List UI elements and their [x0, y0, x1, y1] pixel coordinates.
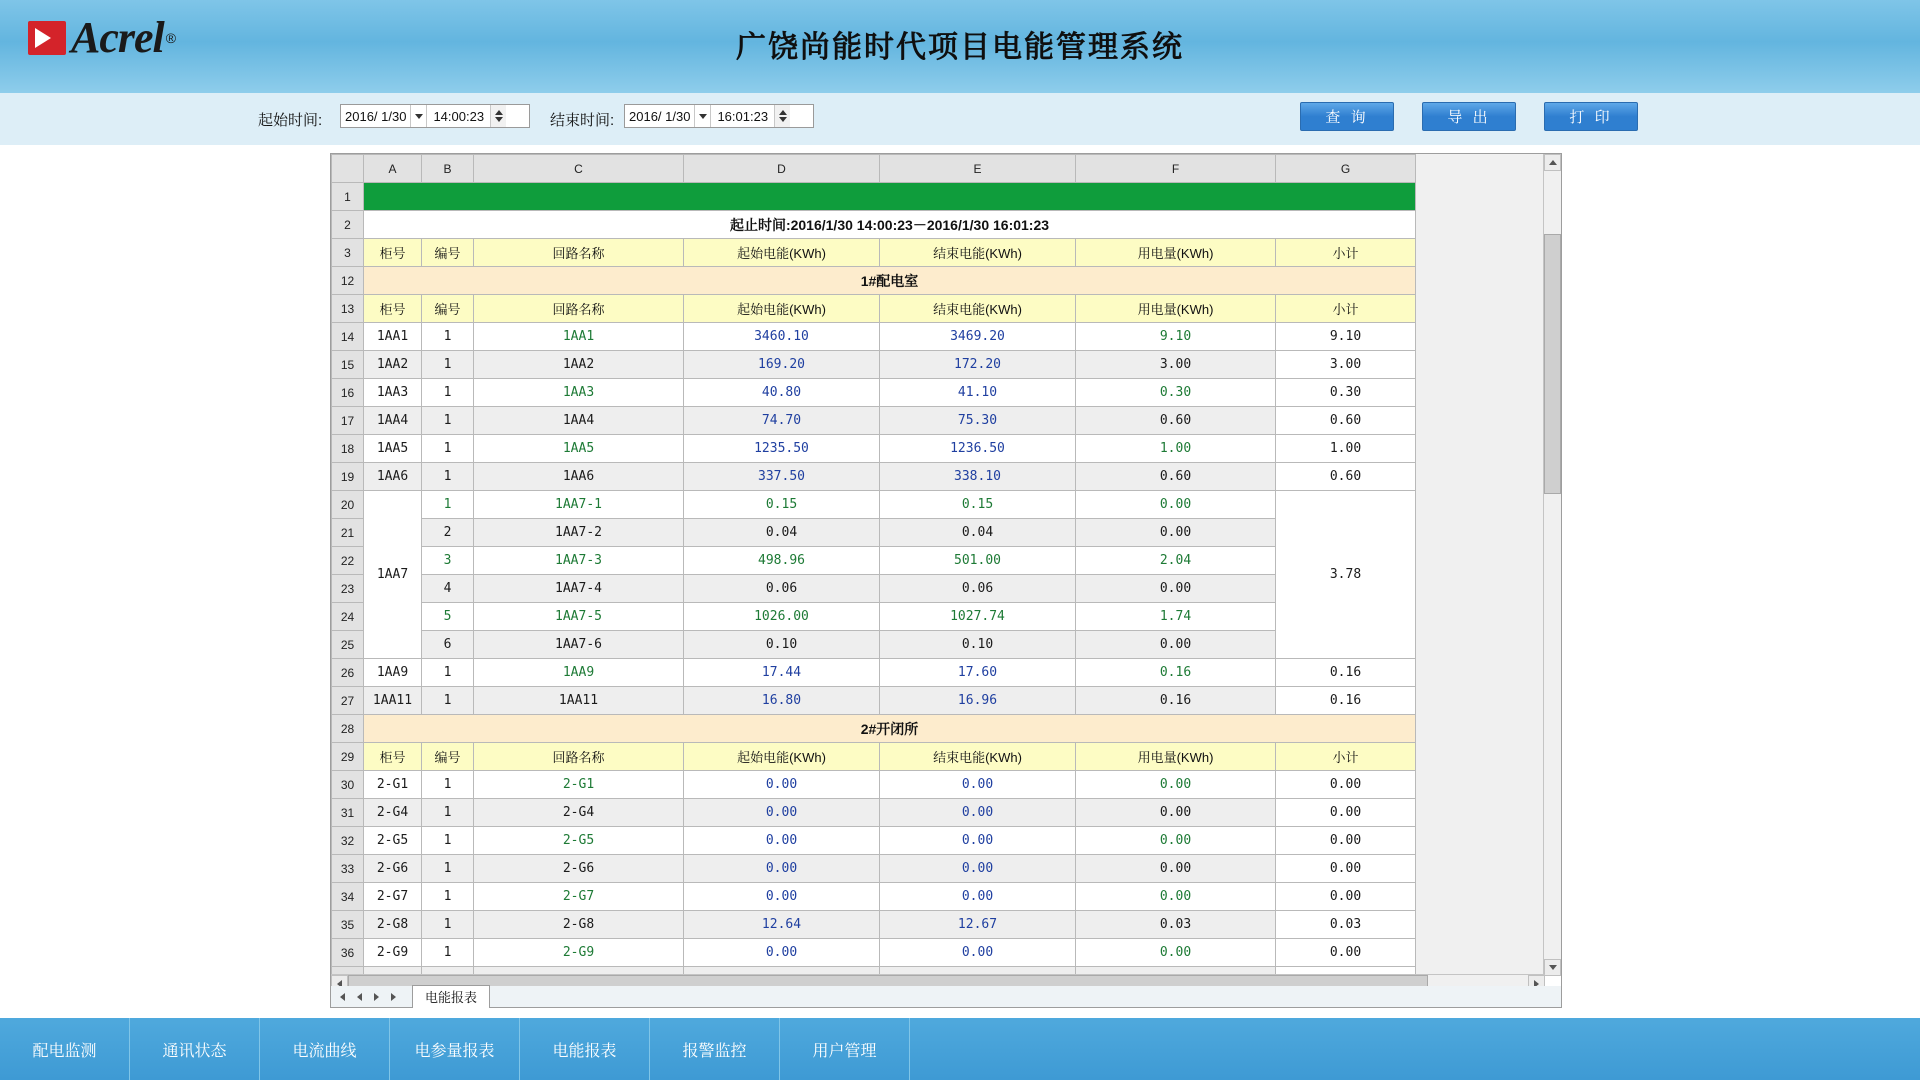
spreadsheet-grid[interactable]: [331, 154, 1545, 976]
table-header-cell: 小计: [1276, 295, 1416, 323]
cell[interactable]: 12.64: [684, 911, 880, 939]
table-row[interactable]: [332, 827, 1416, 855]
cell[interactable]: 2-G4: [364, 799, 422, 827]
cell[interactable]: 1: [422, 799, 474, 827]
cell[interactable]: 1AA6: [474, 463, 684, 491]
cell[interactable]: 2-G5: [474, 827, 684, 855]
cell[interactable]: 0.00: [684, 939, 880, 967]
cell[interactable]: 0.00: [1276, 883, 1416, 911]
cell[interactable]: 2.04: [1076, 547, 1276, 575]
cell[interactable]: 0.00: [880, 827, 1076, 855]
cell[interactable]: 169.20: [684, 351, 880, 379]
cell[interactable]: 1027.74: [880, 603, 1076, 631]
column-header-b[interactable]: B: [422, 155, 474, 183]
cell[interactable]: 0.15: [880, 491, 1076, 519]
start-time-spinner[interactable]: [490, 105, 506, 127]
cell[interactable]: 12.67: [880, 911, 1076, 939]
row-header-18[interactable]: 18: [332, 435, 364, 463]
row-header-34[interactable]: 34: [332, 883, 364, 911]
row-header-36[interactable]: 36: [332, 939, 364, 967]
cell[interactable]: 0.00: [1276, 855, 1416, 883]
cell[interactable]: 0.03: [1276, 911, 1416, 939]
report-range-text: 起止时间:2016/1/30 14:00:23－2016/1/30 16:01:23: [364, 211, 1416, 239]
cell[interactable]: 1AA4: [364, 407, 422, 435]
table-row[interactable]: [332, 687, 1416, 715]
cell[interactable]: 4: [422, 575, 474, 603]
cell[interactable]: 2-G9: [474, 939, 684, 967]
column-header-c[interactable]: C: [474, 155, 684, 183]
cell[interactable]: 1: [422, 407, 474, 435]
cell[interactable]: 0.00: [684, 799, 880, 827]
table-header-cell: 结束电能(KWh): [880, 239, 1076, 267]
cell[interactable]: 75.30: [880, 407, 1076, 435]
cell[interactable]: 1.74: [1076, 603, 1276, 631]
table-header-cell: 编号: [422, 295, 474, 323]
cell[interactable]: 0.00: [880, 939, 1076, 967]
table-header-cell: 回路名称: [474, 295, 684, 323]
table-row[interactable]: [332, 715, 1416, 743]
cell[interactable]: 0.00: [1076, 519, 1276, 547]
column-header-a[interactable]: A: [364, 155, 422, 183]
row-header-29[interactable]: 29: [332, 743, 364, 771]
cell[interactable]: 1AA5: [364, 435, 422, 463]
row-header-14[interactable]: 14: [332, 323, 364, 351]
cell[interactable]: 0.60: [1276, 407, 1416, 435]
table-header-cell: 编号: [422, 743, 474, 771]
cell[interactable]: 1AA7-5: [474, 603, 684, 631]
cell[interactable]: 1: [422, 379, 474, 407]
cell[interactable]: 1AA3: [364, 379, 422, 407]
group-title-cell: 2#开闭所: [364, 715, 1416, 743]
cell[interactable]: 2-G7: [364, 883, 422, 911]
last-sheet-icon[interactable]: [385, 989, 401, 1005]
cell[interactable]: 1AA9: [474, 659, 684, 687]
start-time-label: 起始时间:: [258, 112, 323, 129]
cell[interactable]: 1AA2: [474, 351, 684, 379]
row-header-31[interactable]: 31: [332, 799, 364, 827]
table-row[interactable]: [332, 407, 1416, 435]
cell[interactable]: 0.00: [1276, 827, 1416, 855]
cell[interactable]: 16.80: [684, 687, 880, 715]
table-row[interactable]: [332, 883, 1416, 911]
table-header-cell: 起始电能(KWh): [684, 743, 880, 771]
start-date-dropdown-icon[interactable]: [410, 105, 426, 127]
table-row[interactable]: [332, 631, 1416, 659]
table-header-cell: 用电量(KWh): [1076, 295, 1276, 323]
table-header-cell: 用电量(KWh): [1076, 743, 1276, 771]
cell[interactable]: 0.00: [1076, 491, 1276, 519]
cell[interactable]: 2-G6: [474, 855, 684, 883]
table-row[interactable]: [332, 743, 1416, 771]
row-header-13[interactable]: 13: [332, 295, 364, 323]
cell[interactable]: 40.80: [684, 379, 880, 407]
row-header-27[interactable]: 27: [332, 687, 364, 715]
cell[interactable]: 1AA7-1: [474, 491, 684, 519]
nav-item-2[interactable]: 电流曲线: [260, 1018, 390, 1080]
cell[interactable]: 1AA9: [364, 659, 422, 687]
cell[interactable]: 1: [422, 939, 474, 967]
row-header-30[interactable]: 30: [332, 771, 364, 799]
row-header-3[interactable]: 3: [332, 239, 364, 267]
cell[interactable]: 0.00: [1076, 799, 1276, 827]
table-row[interactable]: [332, 267, 1416, 295]
vertical-scroll-thumb[interactable]: [1544, 234, 1561, 494]
cell[interactable]: 0.00: [880, 883, 1076, 911]
start-date-value[interactable]: 2016/ 1/30: [345, 108, 407, 124]
cell[interactable]: 1AA7-6: [474, 631, 684, 659]
table-header-cell: 柜号: [364, 295, 422, 323]
row-header-28[interactable]: 28: [332, 715, 364, 743]
cell[interactable]: 1: [422, 659, 474, 687]
first-sheet-icon[interactable]: [334, 989, 350, 1005]
column-header-d[interactable]: D: [684, 155, 880, 183]
sheet-tab-energy-report[interactable]: 电能报表: [412, 985, 490, 1008]
table-header-cell: 用电量(KWh): [1076, 239, 1276, 267]
cell-cabinet-merged[interactable]: 1AA7: [364, 491, 422, 659]
cell[interactable]: 1AA11: [364, 687, 422, 715]
cell[interactable]: 0.00: [684, 855, 880, 883]
scroll-down-button[interactable]: [1544, 959, 1561, 976]
nav-item-1[interactable]: 通讯状态: [130, 1018, 260, 1080]
select-all-corner[interactable]: [332, 155, 364, 183]
cell[interactable]: 3.00: [1076, 351, 1276, 379]
cell[interactable]: 17.44: [684, 659, 880, 687]
cell[interactable]: 2-G8: [474, 911, 684, 939]
row-header-24[interactable]: 24: [332, 603, 364, 631]
table-header-cell: 起始电能(KWh): [684, 239, 880, 267]
cell[interactable]: 0.00: [1076, 631, 1276, 659]
cell-subtotal-merged[interactable]: 3.78: [1276, 491, 1416, 659]
end-time-value[interactable]: 16:01:23: [710, 105, 774, 127]
row-header-23[interactable]: 23: [332, 575, 364, 603]
export-button[interactable]: 导 出: [1422, 102, 1516, 131]
table-header-cell: 回路名称: [474, 743, 684, 771]
end-date-value[interactable]: 2016/ 1/30: [629, 108, 691, 124]
cell[interactable]: 501.00: [880, 547, 1076, 575]
cell[interactable]: 0.30: [1276, 379, 1416, 407]
cell[interactable]: 0.06: [684, 575, 880, 603]
cell[interactable]: 1AA2: [364, 351, 422, 379]
cell[interactable]: 0.16: [1276, 687, 1416, 715]
end-datetime-input[interactable]: [624, 104, 814, 128]
cell[interactable]: 0.00: [684, 827, 880, 855]
table-row[interactable]: [332, 575, 1416, 603]
row-header-17[interactable]: 17: [332, 407, 364, 435]
cell[interactable]: 74.70: [684, 407, 880, 435]
cell[interactable]: 2-G6: [364, 855, 422, 883]
cell[interactable]: 0.00: [1276, 799, 1416, 827]
cell[interactable]: 2-G7: [474, 883, 684, 911]
table-row[interactable]: [332, 855, 1416, 883]
cell[interactable]: 2-G1: [474, 771, 684, 799]
cell[interactable]: 0.60: [1276, 463, 1416, 491]
row-header-22[interactable]: 22: [332, 547, 364, 575]
cell[interactable]: 1.00: [1076, 435, 1276, 463]
report-table: [331, 154, 1416, 995]
end-date-dropdown-icon[interactable]: [694, 105, 710, 127]
cell[interactable]: 3460.10: [684, 323, 880, 351]
cell[interactable]: 2-G9: [364, 939, 422, 967]
cell[interactable]: 6: [422, 631, 474, 659]
cell[interactable]: 0.00: [1076, 855, 1276, 883]
cell[interactable]: 1: [422, 491, 474, 519]
table-row[interactable]: [332, 771, 1416, 799]
next-sheet-icon[interactable]: [368, 989, 384, 1005]
print-button[interactable]: 打 印: [1544, 102, 1638, 131]
table-row[interactable]: [332, 351, 1416, 379]
cell[interactable]: 337.50: [684, 463, 880, 491]
table-header-cell: 柜号: [364, 743, 422, 771]
cell[interactable]: 1AA1: [474, 323, 684, 351]
cell[interactable]: 1235.50: [684, 435, 880, 463]
bottom-nav: [0, 1018, 1920, 1080]
cell[interactable]: 3469.20: [880, 323, 1076, 351]
cell[interactable]: 0.00: [880, 799, 1076, 827]
cell[interactable]: 1AA11: [474, 687, 684, 715]
table-header-cell: 小计: [1276, 743, 1416, 771]
cell[interactable]: 1: [422, 911, 474, 939]
row-header-33[interactable]: 33: [332, 855, 364, 883]
cell[interactable]: 2-G4: [474, 799, 684, 827]
column-header-row: [332, 155, 1416, 183]
sheet-nav-buttons[interactable]: [334, 989, 402, 1005]
query-button[interactable]: 查 询: [1300, 102, 1394, 131]
cell[interactable]: 1AA5: [474, 435, 684, 463]
cell[interactable]: 0.04: [684, 519, 880, 547]
table-header-cell: 编号: [422, 239, 474, 267]
cell[interactable]: 0.03: [1076, 911, 1276, 939]
cell[interactable]: 2-G8: [364, 911, 422, 939]
cell[interactable]: 1.00: [1276, 435, 1416, 463]
cell[interactable]: 1: [422, 855, 474, 883]
cell[interactable]: 1: [422, 463, 474, 491]
cell[interactable]: 1AA1: [364, 323, 422, 351]
cell[interactable]: 1: [422, 351, 474, 379]
table-row[interactable]: [332, 379, 1416, 407]
cell[interactable]: 498.96: [684, 547, 880, 575]
row-header-19[interactable]: 19: [332, 463, 364, 491]
row-header-1[interactable]: 1: [332, 183, 364, 211]
cell[interactable]: 9.10: [1076, 323, 1276, 351]
cell[interactable]: 0.00: [1276, 939, 1416, 967]
table-row[interactable]: [332, 603, 1416, 631]
cell[interactable]: 9.10: [1276, 323, 1416, 351]
row-header-2[interactable]: 2: [332, 211, 364, 239]
cell[interactable]: 0.00: [880, 771, 1076, 799]
table-row[interactable]: [332, 547, 1416, 575]
table-header-cell: 结束电能(KWh): [880, 295, 1076, 323]
nav-item-5[interactable]: 报警监控: [650, 1018, 780, 1080]
table-row[interactable]: [332, 435, 1416, 463]
cell[interactable]: 172.20: [880, 351, 1076, 379]
row-header-15[interactable]: 15: [332, 351, 364, 379]
cell[interactable]: 0.00: [880, 855, 1076, 883]
cell[interactable]: 0.16: [1276, 659, 1416, 687]
cell[interactable]: 0.00: [1076, 827, 1276, 855]
cell[interactable]: 1AA4: [474, 407, 684, 435]
table-row[interactable]: [332, 239, 1416, 267]
cell[interactable]: 0.30: [1076, 379, 1276, 407]
table-row[interactable]: [332, 463, 1416, 491]
cell[interactable]: 16.96: [880, 687, 1076, 715]
cell[interactable]: 0.00: [1076, 939, 1276, 967]
cell[interactable]: 0.00: [1276, 771, 1416, 799]
cell[interactable]: 1: [422, 435, 474, 463]
group-title-cell: 1#配电室: [364, 267, 1416, 295]
nav-filler: [910, 1018, 1920, 1080]
cell[interactable]: 1: [422, 323, 474, 351]
column-header-g[interactable]: G: [1276, 155, 1416, 183]
table-row[interactable]: [332, 519, 1416, 547]
table-header-cell: 起始电能(KWh): [684, 295, 880, 323]
cell[interactable]: 0.06: [880, 575, 1076, 603]
cell[interactable]: 0.16: [1076, 659, 1276, 687]
row-header-20[interactable]: 20: [332, 491, 364, 519]
cell[interactable]: 3.00: [1276, 351, 1416, 379]
table-header-cell: 小计: [1276, 239, 1416, 267]
sheet-tab-bar: [330, 986, 1562, 1008]
cell[interactable]: 1236.50: [880, 435, 1076, 463]
vertical-scrollbar[interactable]: [1543, 154, 1561, 976]
nav-item-4[interactable]: 电能报表: [520, 1018, 650, 1080]
cell[interactable]: 1AA3: [474, 379, 684, 407]
cell[interactable]: 0.60: [1076, 407, 1276, 435]
table-row[interactable]: [332, 491, 1416, 519]
title-band: [364, 183, 1416, 211]
cell[interactable]: 1: [422, 883, 474, 911]
cell[interactable]: 1AA6: [364, 463, 422, 491]
row-header-35[interactable]: 35: [332, 911, 364, 939]
row-header-21[interactable]: 21: [332, 519, 364, 547]
cell[interactable]: 0.16: [1076, 687, 1276, 715]
nav-item-3[interactable]: 电参量报表: [390, 1018, 520, 1080]
row-header-25[interactable]: 25: [332, 631, 364, 659]
scroll-up-button[interactable]: [1544, 154, 1561, 171]
cell[interactable]: 2-G5: [364, 827, 422, 855]
query-toolbar: [0, 93, 1920, 145]
cell[interactable]: 0.00: [684, 771, 880, 799]
start-datetime-input[interactable]: [340, 104, 530, 128]
cell[interactable]: 41.10: [880, 379, 1076, 407]
end-time-label: 结束时间:: [550, 112, 615, 129]
row-header-16[interactable]: 16: [332, 379, 364, 407]
column-header-e[interactable]: E: [880, 155, 1076, 183]
table-row[interactable]: [332, 183, 1416, 211]
prev-sheet-icon[interactable]: [351, 989, 367, 1005]
cell[interactable]: 5: [422, 603, 474, 631]
cell[interactable]: 2-G1: [364, 771, 422, 799]
cell[interactable]: 338.10: [880, 463, 1076, 491]
table-row[interactable]: [332, 295, 1416, 323]
logo-registered-mark: ®: [165, 30, 177, 46]
spreadsheet-panel: [330, 153, 1562, 993]
nav-item-6[interactable]: 用户管理: [780, 1018, 910, 1080]
cell[interactable]: 0.60: [1076, 463, 1276, 491]
table-row[interactable]: [332, 799, 1416, 827]
cell[interactable]: 2: [422, 519, 474, 547]
cell[interactable]: 3: [422, 547, 474, 575]
end-time-spinner[interactable]: [774, 105, 790, 127]
cell[interactable]: 0.00: [1076, 575, 1276, 603]
nav-item-0[interactable]: 配电监测: [0, 1018, 130, 1080]
cell[interactable]: 0.10: [880, 631, 1076, 659]
table-row[interactable]: [332, 911, 1416, 939]
table-header-cell: 结束电能(KWh): [880, 743, 1076, 771]
cell[interactable]: 0.00: [1076, 771, 1276, 799]
column-header-f[interactable]: F: [1076, 155, 1276, 183]
page-title: 广饶尚能时代项目电能管理系统: [736, 31, 1184, 64]
table-row[interactable]: [332, 659, 1416, 687]
cell[interactable]: 1: [422, 687, 474, 715]
cell[interactable]: 1AA7-2: [474, 519, 684, 547]
cell[interactable]: 1AA7-4: [474, 575, 684, 603]
cell[interactable]: 1: [422, 771, 474, 799]
app-header: [0, 0, 1920, 94]
cell[interactable]: 0.00: [684, 883, 880, 911]
cell[interactable]: 1: [422, 827, 474, 855]
cell[interactable]: 1AA7-3: [474, 547, 684, 575]
logo-text: Acrel: [71, 13, 164, 62]
table-row[interactable]: [332, 323, 1416, 351]
row-header-32[interactable]: 32: [332, 827, 364, 855]
cell[interactable]: 0.00: [1076, 883, 1276, 911]
cell[interactable]: 0.04: [880, 519, 1076, 547]
cell[interactable]: 0.10: [684, 631, 880, 659]
table-row[interactable]: [332, 939, 1416, 967]
cell[interactable]: 17.60: [880, 659, 1076, 687]
cell[interactable]: 0.15: [684, 491, 880, 519]
start-time-value[interactable]: 14:00:23: [426, 105, 490, 127]
cell[interactable]: 1026.00: [684, 603, 880, 631]
table-row[interactable]: [332, 211, 1416, 239]
table-header-cell: 回路名称: [474, 239, 684, 267]
row-header-12[interactable]: 12: [332, 267, 364, 295]
table-header-cell: 柜号: [364, 239, 422, 267]
row-header-26[interactable]: 26: [332, 659, 364, 687]
